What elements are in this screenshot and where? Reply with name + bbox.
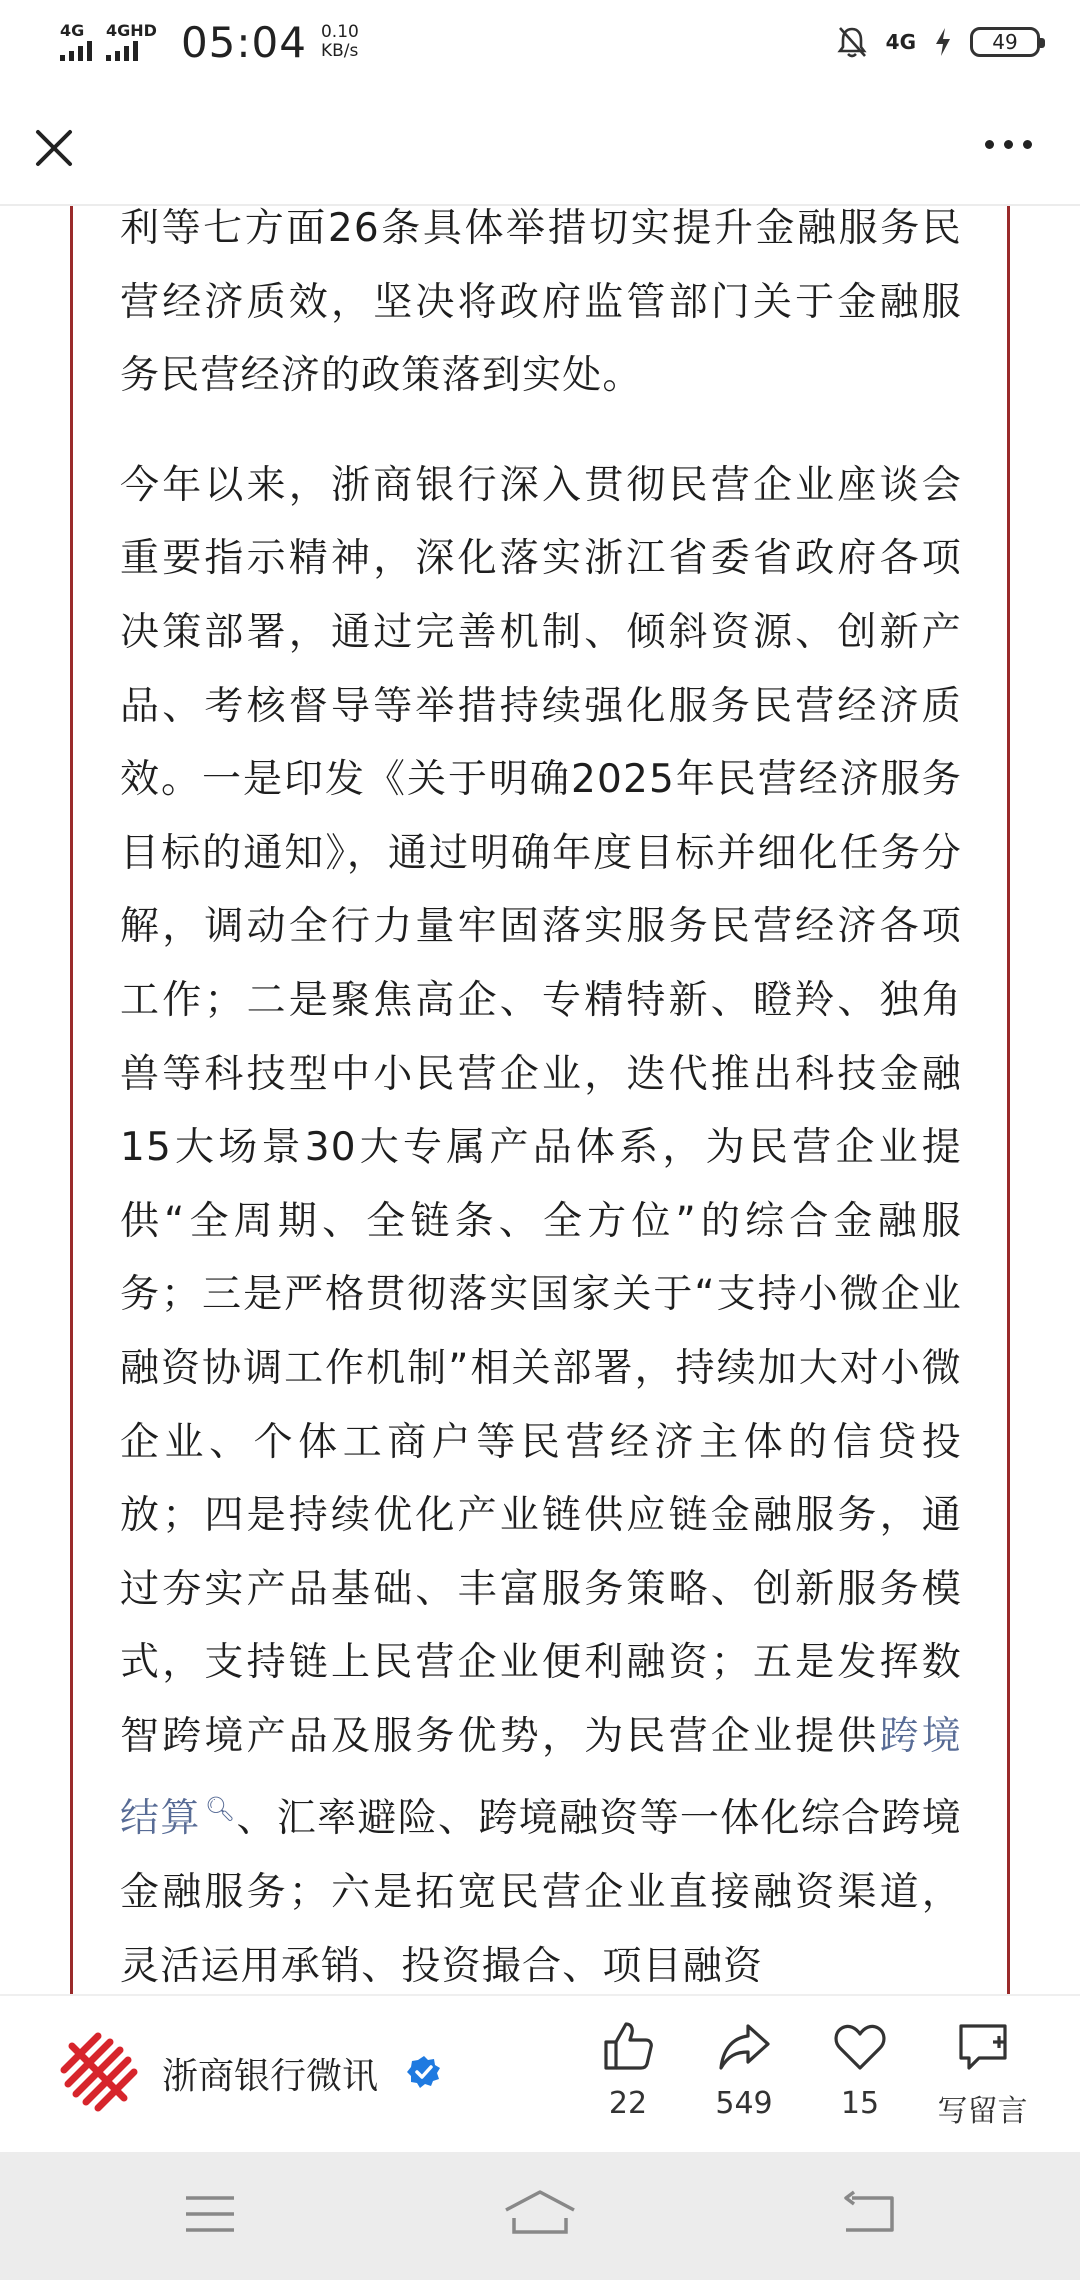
speed-unit: KB/s [320, 41, 359, 61]
search-icon[interactable]: 🔍︎ [204, 1795, 237, 1824]
signal-bars-icon [60, 39, 92, 61]
verified-badge-icon [406, 2054, 442, 2090]
favorite-button[interactable] [805, 2018, 915, 2121]
heart-icon [832, 2018, 888, 2074]
write-comment-label: 写留言 [937, 2094, 1028, 2129]
bank-logo-icon[interactable] [58, 2032, 138, 2112]
more-options-icon[interactable] [985, 140, 1032, 149]
bottom-action-bar [0, 1994, 1080, 2152]
article-content [0, 206, 1080, 1994]
write-comment-button[interactable] [920, 2018, 1045, 2130]
signal-1 [60, 23, 92, 61]
network-speed [321, 23, 359, 61]
share-button[interactable] [689, 2018, 799, 2121]
account-name[interactable]: 浙商银行微讯 [162, 2056, 379, 2097]
charging-icon [934, 27, 952, 57]
like-button[interactable] [573, 2018, 683, 2121]
status-bar [0, 0, 1080, 84]
signal-2 [106, 23, 157, 61]
favorite-count: 15 [840, 2086, 880, 2121]
mute-bell-icon [836, 25, 868, 59]
share-count: 549 [715, 2086, 773, 2121]
paragraph-2-text-after: 、汇率避险、跨境融资等一体化综合跨境金融服务；六是拓宽民营企业直接融资渠道，灵活运用承销、投资撮合、项目融资 [120, 1796, 963, 1989]
clock: 05:04 [180, 17, 307, 67]
back-icon[interactable] [840, 2190, 896, 2236]
menu-icon[interactable] [182, 2192, 238, 2236]
system-nav-bar [0, 2152, 1080, 2280]
battery-level: 49 [992, 30, 1018, 54]
comment-icon [955, 2018, 1011, 2074]
like-count: 22 [608, 2086, 648, 2121]
signal-bars-icon [106, 39, 138, 61]
close-icon[interactable] [30, 124, 78, 172]
speed-value: 0.10 [320, 22, 359, 42]
paragraph-1: 利等七方面26条具体举措切实提升金融服务民营经济质效，坚决将政府监管部门关于金融服务民营经济的政策落到实处。 [120, 206, 962, 399]
share-icon [716, 2018, 772, 2074]
article-body [120, 206, 962, 1994]
network-type-2: 4GHD [106, 21, 157, 40]
paragraph-2-text-before: 今年以来，浙商银行深入贯彻民营企业座谈会重要指示精神，深化落实浙江省委省政府各项决策部署，通过完善机制、倾斜资源、创新产品、考核督导等举措持续强化服务民营经济质效。一是印发《关于明确2025年民营经济服务目标的通知》，通过明确年度目标并细化任务分解，调动全行力量牢固落实服务民营经济各项工作；二是聚焦高企、专精特新、瞪羚、独角兽等科技型中小民营企业，迭代推出科技金融15大场景30大专属产品体系，为民营企业提供“全周期、全链条、全方位”的综合金融服务；三是严格贯彻落实国家关于“支持小微企业融资协调工作机制”相关部署，持续加大对小微企业、个体工商户等民营经济主体的信贷投放；四是持续优化产业链供应链金融服务，通过夯实产品基础、丰富服务策略、创新服务模式，支持链上民营企业便利融资；五是发挥数智跨境产品及服务优势，为民营企业提供 [120, 462, 962, 1759]
thumbs-up-icon [600, 2018, 656, 2074]
network-type-1: 4G [60, 21, 85, 40]
home-icon[interactable] [500, 2188, 580, 2238]
battery-indicator [970, 27, 1040, 57]
top-nav-bar [0, 84, 1080, 206]
network-type-right: 4G [885, 30, 916, 54]
cross-border-settlement-link[interactable]: 跨境结算 [120, 1713, 962, 1842]
paragraph-2 [120, 449, 962, 1994]
